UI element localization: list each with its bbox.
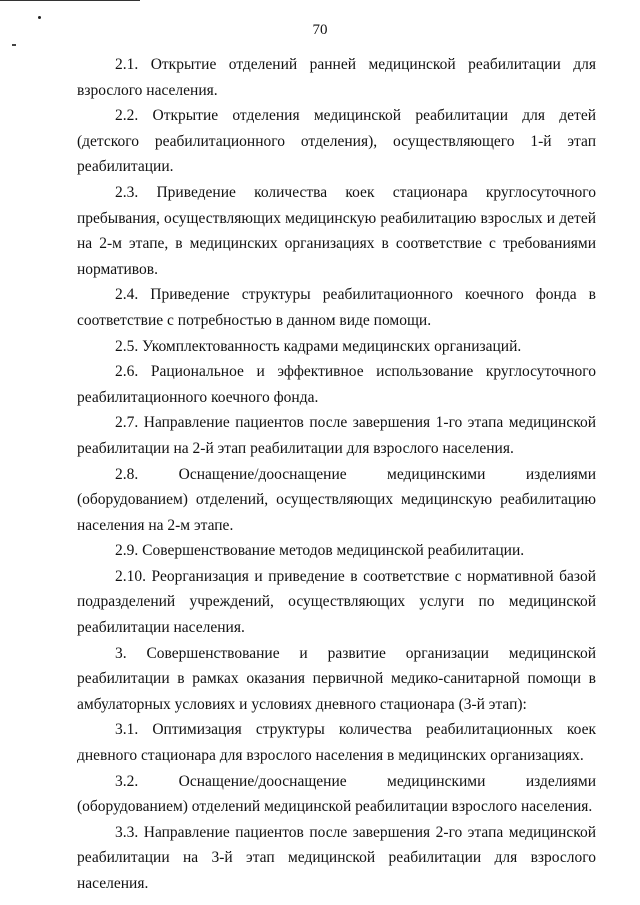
- paragraph-2-7: 2.7. Направление пациентов после завершения 1-го этапа медицинской реабилитации на 2-й этап реабилитации для взрослого населения.: [77, 414, 596, 457]
- paragraph-3: 3. Совершенствование и развитие организации медицинской реабилитации в рамках оказания первичной медико-санитарной помощи в амбулаторных условиях и условиях дневного стационара (3-й этап):: [77, 644, 596, 713]
- paragraph-2-1: 2.1. Открытие отделений ранней медицинской реабилитации для взрослого населения.: [77, 56, 596, 99]
- paragraph-3-1: 3.1. Оптимизация структуры количества реабилитационных коек дневного стационара для взрослого населения в медицинских организациях.: [77, 721, 596, 765]
- paragraph-3-2: 3.2. Оснащение/дооснащение медицинскими изделиями (оборудованием) отделений медицинской реабилитации взрослого населения.: [77, 772, 596, 816]
- paragraph-2-5: 2.5. Укомплектованность кадрами медицинских организаций.: [115, 337, 522, 355]
- paragraph-2-3: 2.3. Приведение количества коек стационара круглосуточного пребывания, осуществляющих медицинскую реабилитацию взрослых и детей на 2-м этапе, в медицинских организациях в соответствие с требованиями нормативов.: [77, 183, 596, 278]
- paragraph-2-10: 2.10. Реорганизация и приведение в соответствие с нормативной базой подразделений учреждений, осуществляющих услуги по медицинской реабилитации населения.: [77, 567, 596, 637]
- paragraph-2-9: 2.9. Совершенствование методов медицинской реабилитации.: [115, 542, 525, 560]
- paragraph-2-4: 2.4. Приведение структуры реабилитационного коечного фонда в соответствие с потребностью в данном виде помощи.: [77, 286, 596, 329]
- scan-speck: [38, 16, 41, 19]
- page-number: 70: [312, 22, 328, 38]
- paragraph-2-8: 2.8. Оснащение/дооснащение медицинскими изделиями (оборудованием) отделений, осуществляющих медицинскую реабилитацию населения на 2-м этапе.: [77, 465, 596, 534]
- paragraph-3-3: 3.3. Направление пациентов после завершения 2-го этапа медицинской реабилитации на 3-й этап медицинской реабилитации для взрослого населения.: [77, 823, 596, 892]
- scan-edge-line: [0, 0, 140, 1]
- document-body: [77, 52, 596, 897]
- paragraph-2-2: 2.2. Открытие отделения медицинской реабилитации для детей (детского реабилитационного отделения), осуществляющего 1-й этап реабилитации.: [77, 107, 596, 176]
- paragraph-2-6: 2.6. Рациональное и эффективное использование круглосуточного реабилитационного коечного фонда.: [77, 363, 596, 406]
- scan-speck: [12, 44, 16, 46]
